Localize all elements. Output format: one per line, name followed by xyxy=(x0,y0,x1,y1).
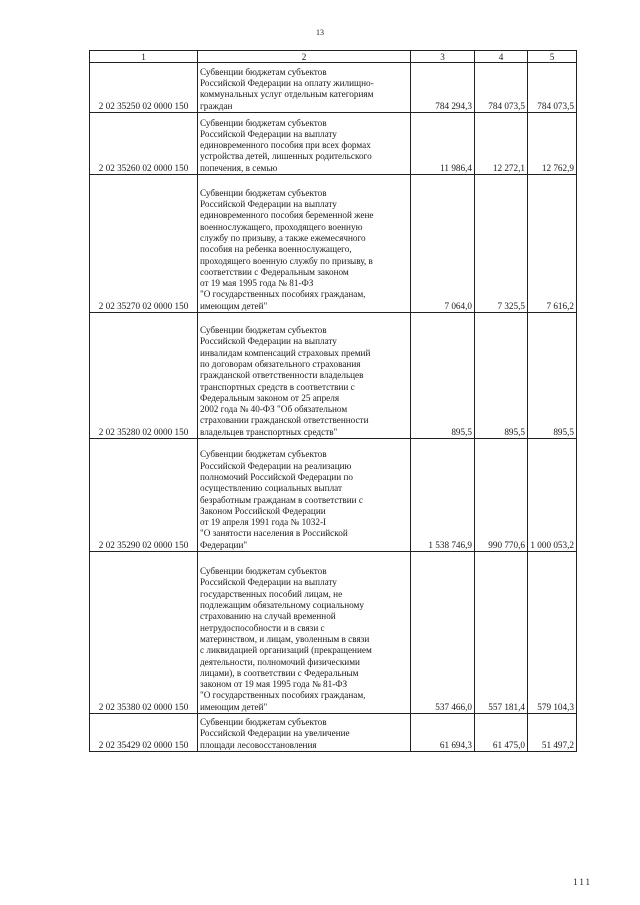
value-col-3: 1 538 746,9 xyxy=(411,439,475,552)
budget-code: 2 02 35290 02 0000 150 xyxy=(90,439,198,552)
budget-table xyxy=(89,50,577,752)
budget-code: 2 02 35250 02 0000 150 xyxy=(90,63,198,113)
budget-code: 2 02 35270 02 0000 150 xyxy=(90,175,198,313)
value-col-5: 7 616,2 xyxy=(528,175,577,313)
value-col-5: 895,5 xyxy=(528,313,577,439)
budget-code: 2 02 35380 02 0000 150 xyxy=(90,552,198,714)
page-number: 13 xyxy=(316,28,324,37)
header-col-5: 5 xyxy=(528,51,577,63)
value-col-4: 12 272,1 xyxy=(475,113,528,175)
value-col-5: 12 762,9 xyxy=(528,113,577,175)
value-col-3: 7 064,0 xyxy=(411,175,475,313)
row-description: Субвенции бюджетам субъектов Российской Федерации на выплату государственных пособий лицам, не подлежащим обязательному социальному страхованию на случай временной нетрудоспособности и в связи с материнством, и лицам, уволенным в связи с ликвидацией организаций (прекращением деятельности, полномочий физическими лицами), в соответствии с Федеральным законом от 19 мая 1995 года № 81-ФЗ "О государственных пособиях гражданам, имеющим детей" xyxy=(198,552,411,714)
table-row xyxy=(90,552,577,714)
header-col-1: 1 xyxy=(90,51,198,63)
row-description: Субвенции бюджетам субъектов Российской Федерации на увеличение площади лесовосстановления xyxy=(198,714,411,752)
header-col-3: 3 xyxy=(411,51,475,63)
row-description: Субвенции бюджетам субъектов Российской Федерации на выплату инвалидам компенсаций страховых премий по договорам обязательного страхования гражданской ответственности владельцев транспортных средств в соответствии с Федеральным законом от 25 апреля 2002 года № 40-ФЗ "Об обязательном страховании гражданской ответственности владельцев транспортных средств" xyxy=(198,313,411,439)
value-col-4: 990 770,6 xyxy=(475,439,528,552)
value-col-3: 537 466,0 xyxy=(411,552,475,714)
budget-code: 2 02 35429 02 0000 150 xyxy=(90,714,198,752)
value-col-5: 579 104,3 xyxy=(528,552,577,714)
budget-code: 2 02 35260 02 0000 150 xyxy=(90,113,198,175)
value-col-3: 11 986,4 xyxy=(411,113,475,175)
row-description: Субвенции бюджетам субъектов Российской Федерации на реализацию полномочий Российской Федерации по осуществлению социальных выплат безработным гражданам в соответствии с Законом Российской Федерации от 19 апреля 1991 года № 1032-I "О занятости населения в Российской Федерации" xyxy=(198,439,411,552)
header-col-4: 4 xyxy=(475,51,528,63)
value-col-4: 7 325,5 xyxy=(475,175,528,313)
value-col-5: 1 000 053,2 xyxy=(528,439,577,552)
value-col-4: 61 475,0 xyxy=(475,714,528,752)
value-col-3: 61 694,3 xyxy=(411,714,475,752)
value-col-3: 895,5 xyxy=(411,313,475,439)
table-header-row xyxy=(90,51,577,63)
table-row xyxy=(90,113,577,175)
table-row xyxy=(90,175,577,313)
table-row xyxy=(90,714,577,752)
value-col-4: 895,5 xyxy=(475,313,528,439)
row-description: Субвенции бюджетам субъектов Российской Федерации на выплату единовременного пособия беременной жене военнослужащего, проходящего военную службу по призыву, а также ежемесячного пособия на ребенка военнослужащего, проходящего военную службу по призыву, в соответствии с Федеральным законом от 19 мая 1995 года № 81-ФЗ "О государственных пособиях гражданам, имеющим детей" xyxy=(198,175,411,313)
value-col-5: 51 497,2 xyxy=(528,714,577,752)
budget-code: 2 02 35280 02 0000 150 xyxy=(90,313,198,439)
value-col-4: 784 073,5 xyxy=(475,63,528,113)
row-description: Субвенции бюджетам субъектов Российской Федерации на оплату жилищно- коммунальных услуг отдельным категориям граждан xyxy=(198,63,411,113)
value-col-5: 784 073,5 xyxy=(528,63,577,113)
table-row xyxy=(90,439,577,552)
table-row xyxy=(90,313,577,439)
value-col-4: 557 181,4 xyxy=(475,552,528,714)
header-col-2: 2 xyxy=(198,51,411,63)
row-description: Субвенции бюджетам субъектов Российской Федерации на выплату единовременного пособия при всех формах устройства детей, лишенных родительского попечения, в семью xyxy=(198,113,411,175)
table-row xyxy=(90,63,577,113)
footer-mark: 111 xyxy=(573,877,592,887)
value-col-3: 784 294,3 xyxy=(411,63,475,113)
